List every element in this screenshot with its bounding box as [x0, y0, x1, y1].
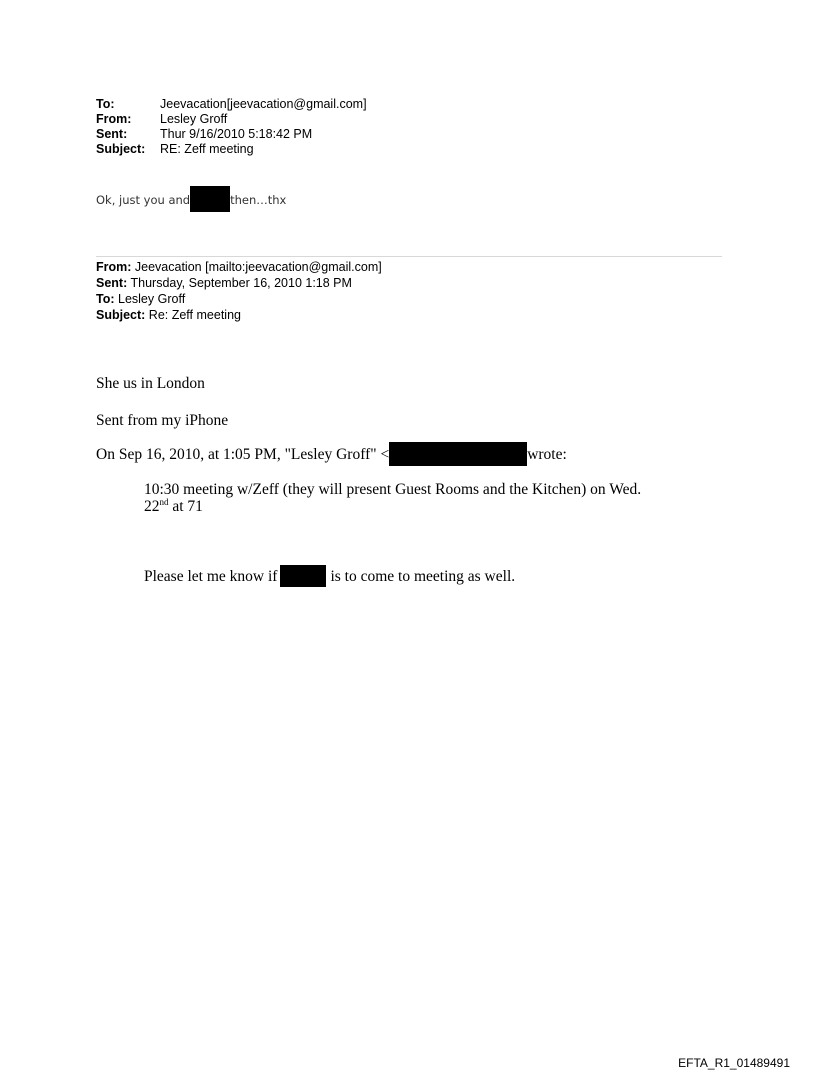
quoted-to-value: Lesley Groff [118, 292, 186, 306]
reply-text-before: Ok, just you and [96, 193, 191, 207]
redaction-box [280, 565, 326, 587]
sent-label: Sent: [96, 127, 128, 141]
body-line-iphone: Sent from my iPhone [96, 412, 229, 429]
meeting-rest: at 71 [168, 498, 203, 515]
body-line-london: She us in London [96, 375, 205, 392]
quoted-sent-value: Thursday, September 16, 2010 1:18 PM [130, 276, 352, 290]
meeting-day-suffix: nd [159, 497, 169, 507]
subject-label: Subject: [96, 142, 146, 156]
quoted-meeting-date [144, 498, 203, 516]
quoted-please-line [144, 566, 515, 590]
message-divider [96, 256, 722, 257]
please-after: is to come to meeting as well. [330, 568, 516, 585]
quoted-email-header [96, 259, 382, 323]
please-before: Please let me know if [144, 568, 278, 585]
email-header [96, 97, 416, 159]
reply-text-after: then…thx [230, 193, 287, 207]
quoted-from-value: Jeevacation [mailto:jeevacation@gmail.com] [134, 260, 382, 274]
reply-text [96, 189, 286, 211]
body-on-line [96, 444, 567, 468]
quoted-from-label: From: [96, 260, 132, 274]
redaction-box [190, 186, 230, 212]
quoted-sent-label: Sent: [96, 276, 128, 290]
from-label: From: [96, 112, 132, 126]
on-line-before: On Sep 16, 2010, at 1:05 PM, "Lesley Groff" < [96, 446, 390, 463]
meeting-day: 22 [144, 498, 160, 515]
quoted-to-label: To: [96, 292, 115, 306]
redaction-box [389, 442, 527, 466]
quoted-meeting-line: 10:30 meeting w/Zeff (they will present Guest Rooms and the Kitchen) on Wed. [144, 481, 642, 498]
to-value: Jeevacation[jeevacation@gmail.com] [160, 97, 367, 111]
to-label: To: [96, 97, 115, 111]
sent-value: Thur 9/16/2010 5:18:42 PM [160, 127, 313, 141]
quoted-subject-value: Re: Zeff meeting [148, 308, 241, 322]
on-line-after: wrote: [527, 446, 567, 463]
subject-value: RE: Zeff meeting [160, 142, 254, 156]
document-id: EFTA_R1_01489491 [678, 1056, 790, 1070]
quoted-subject-label: Subject: [96, 308, 146, 322]
from-value: Lesley Groff [160, 112, 228, 126]
